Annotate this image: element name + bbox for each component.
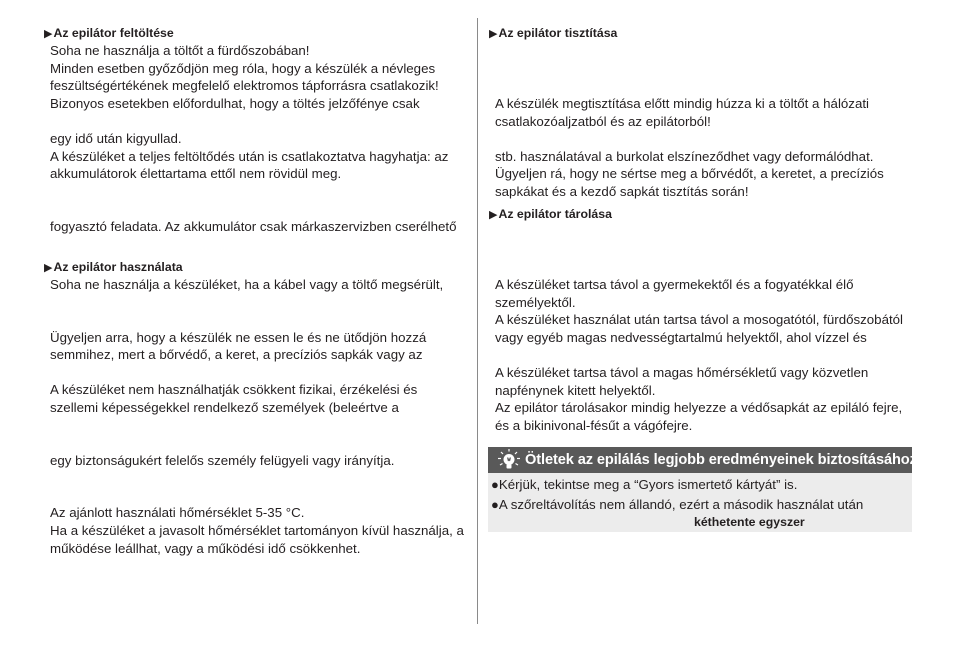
charging-line-8: fogyasztó feladata. Az akkumulátor csak márkaszervizben cserélhető	[50, 219, 457, 234]
usage-line-2: Ügyeljen arra, hogy a készülék ne essen le és ne ütődjön hozzá	[50, 330, 427, 345]
charging-line-5: egy idő után kigyullad.	[50, 131, 182, 146]
usage-line-1: Soha ne használja a készüléket, ha a kábel vagy a töltő megsérült,	[50, 277, 444, 292]
tips-bullet-2: ●A szőreltávolítás nem állandó, ezért a második használat után	[491, 497, 864, 512]
storage-line-2: személyektől.	[495, 295, 576, 310]
charging-line-7: akkumulátorok élettartama ettől nem rövidül meg.	[50, 166, 342, 181]
tips-bold-note: kéthetente egyszer	[694, 515, 805, 529]
lightbulb-icon	[496, 448, 522, 472]
storage-line-1: A készüléket tartsa távol a gyermekektől és a fogyatékkal élő	[495, 277, 854, 292]
triangle-bullet-icon: ▶	[44, 28, 53, 40]
usage-line-9: működése leállhat, vagy a működési idő csökkenhet.	[50, 541, 361, 556]
tips-bullet-1: ●Kérjük, tekintse meg a “Gyors ismertető kártyát” is.	[491, 477, 798, 492]
usage-line-7: Az ajánlott használati hőmérséklet 5-35 °C.	[50, 505, 305, 520]
cleaning-line-1: A készülék megtisztítása előtt mindig húzza ki a töltőt a hálózati	[495, 96, 869, 111]
storage-line-5: A készüléket tartsa távol a magas hőmérsékletű vagy közvetlen	[495, 365, 869, 380]
storage-line-3: A készüléket használat után tartsa távol a mosogatótól, fürdőszobától	[495, 312, 904, 327]
cleaning-line-4: Ügyeljen rá, hogy ne sértse meg a bőrvédőt, a keretet, a precíziós	[495, 166, 884, 181]
triangle-bullet-icon: ▶	[489, 28, 498, 40]
cleaning-line-2: csatlakozóaljzatból és az epilátorból!	[495, 114, 711, 129]
storage-heading: ▶Az epilátor tárolása	[489, 207, 612, 221]
bullet-dot-icon: ●	[491, 497, 499, 512]
charging-line-6: A készüléket a teljes feltöltődés után is csatlakoztatva hagyhatja: az	[50, 149, 449, 164]
storage-line-4: vagy egyéb magas nedvességtartalmú helyektől, ahol vízzel és	[495, 330, 867, 345]
tips-header-bar	[488, 447, 917, 473]
charging-line-1: Soha ne használja a töltőt a fürdőszobában!	[50, 43, 310, 58]
storage-line-8: és a bikinivonal-fésűt a vágófejre.	[495, 418, 693, 433]
tips-title: Ötletek az epilálás legjobb eredményeinek biztosításához	[525, 452, 917, 468]
cleaning-line-3: stb. használatával a burkolat elszíneződhet vagy deformálódhat.	[495, 149, 874, 164]
triangle-bullet-icon: ▶	[44, 262, 53, 274]
usage-line-4: A készüléket nem használhatják csökkent fizikai, érzékelési és	[50, 382, 418, 397]
storage-line-6: napfénynek kitett helyektől.	[495, 383, 656, 398]
charging-line-3: feszültségértékének megfelelő elektromos tápforrásra csatlakozik!	[50, 78, 439, 93]
cleaning-heading: ▶Az epilátor tisztítása	[489, 26, 618, 40]
usage-line-3: semmihez, mert a bőrvédő, a keret, a precíziós sapkák vagy az	[50, 347, 423, 362]
cleaning-line-5: sapkákat és a kezdő sapkát tisztítás során!	[495, 184, 749, 199]
charging-heading: ▶Az epilátor feltöltése	[44, 26, 174, 40]
bullet-dot-icon: ●	[491, 477, 499, 492]
usage-line-5: szellemi képességekkel rendelkező személyek (beleértve a	[50, 400, 399, 415]
usage-line-6: egy biztonságukért felelős személy felügyeli vagy irányítja.	[50, 453, 395, 468]
charging-line-4: Bizonyos esetekben előfordulhat, hogy a töltés jelzőfénye csak	[50, 96, 420, 111]
column-divider	[477, 18, 478, 624]
triangle-bullet-icon: ▶	[489, 209, 498, 221]
usage-heading: ▶Az epilátor használata	[44, 260, 183, 274]
tips-body	[488, 473, 912, 532]
charging-line-2: Minden esetben győződjön meg róla, hogy a készülék a névleges	[50, 61, 436, 76]
usage-line-8: Ha a készüléket a javasolt hőmérséklet tartományon kívül használja, a	[50, 523, 464, 538]
storage-line-7: Az epilátor tárolásakor mindig helyezze a védősapkát az epiláló fejre,	[495, 400, 903, 415]
